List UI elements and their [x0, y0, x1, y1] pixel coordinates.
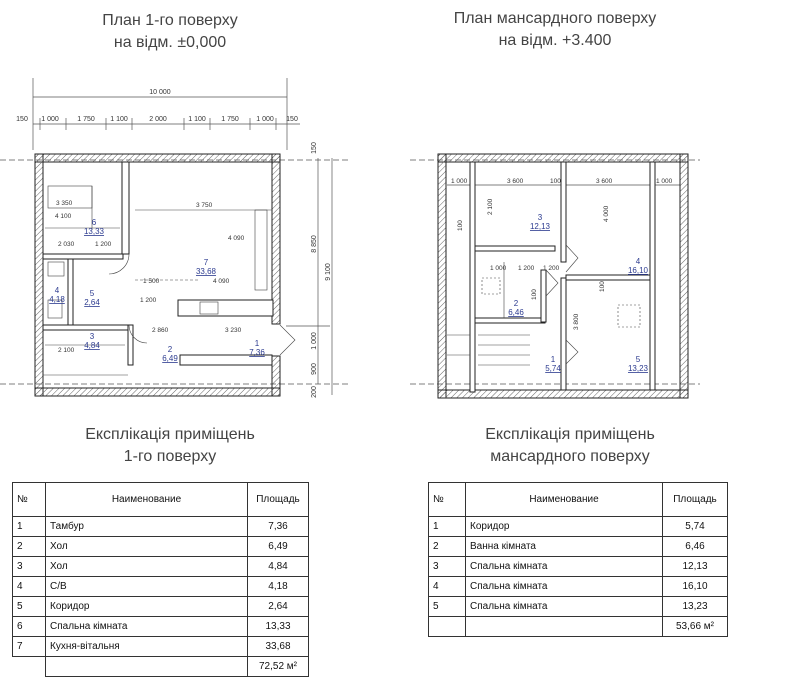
ground-room-2-number: 2	[167, 345, 173, 354]
attic-dim-14: 100	[531, 289, 538, 300]
ground-dim-chain-7: 1 750	[221, 116, 239, 123]
row-area: 6,49	[248, 537, 309, 557]
attic-plan-title-line2: на відм. +3.400	[498, 32, 612, 49]
ground-dim-chain-1: 150	[16, 116, 28, 123]
row-no: 5	[13, 597, 46, 617]
attic-room-5-number: 5	[635, 355, 641, 364]
ground-explication-table	[12, 482, 309, 677]
table-row	[13, 517, 309, 537]
ground-dim-inner-1: 3 350	[56, 200, 73, 207]
ground-room-6-number: 6	[91, 218, 97, 227]
row-area: 6,46	[663, 537, 728, 557]
attic-dim-8: 2 100	[487, 198, 494, 215]
row-name: Спальна кімната	[466, 557, 663, 577]
ground-dim-chain-6: 1 100	[188, 116, 206, 123]
attic-dim-1: 1 000	[451, 178, 468, 185]
row-area: 2,64	[248, 597, 309, 617]
col-no-header: №	[13, 483, 46, 517]
row-area: 4,84	[248, 557, 309, 577]
row-name: Спальна кімната	[466, 597, 663, 617]
row-no: 5	[429, 597, 466, 617]
row-no: 2	[429, 537, 466, 557]
ground-dim-right-6: 200	[311, 386, 318, 398]
ground-floor-plan	[0, 78, 350, 398]
row-name: Коридор	[466, 517, 663, 537]
table-total-row	[429, 617, 728, 637]
row-no: 2	[13, 537, 46, 557]
table-row	[13, 617, 309, 637]
attic-explication-title	[430, 424, 710, 468]
ground-room-3-area: 4,84	[84, 341, 100, 350]
attic-room-4-number: 4	[635, 257, 641, 266]
ground-room-4-area: 4,18	[49, 295, 65, 304]
ground-dim-right-5: 900	[311, 363, 318, 375]
ground-dim-inner-11: 3 750	[196, 202, 213, 209]
ground-dim-inner-8: 2 100	[58, 347, 75, 354]
attic-room-5-area: 13,23	[627, 364, 649, 373]
ground-explication-title	[40, 424, 300, 468]
attic-room-1-number: 1	[550, 355, 556, 364]
attic-room-1-area: 5,74	[545, 364, 561, 373]
attic-dim-12: 100	[599, 281, 606, 292]
attic-dim-13: 100	[457, 220, 464, 231]
ground-explication-title-line1: Експлікація приміщень	[85, 426, 255, 443]
row-area: 13,23	[663, 597, 728, 617]
table-row	[13, 597, 309, 617]
ground-room-5-area: 2,64	[84, 298, 100, 307]
table-row	[429, 517, 728, 537]
ground-plan-title-line2: на відм. ±0,000	[113, 34, 227, 51]
ground-dim-chain-3: 1 750	[77, 116, 95, 123]
attic-explication-table	[428, 482, 728, 637]
row-area: 13,33	[248, 617, 309, 637]
attic-plan-title-line1: План мансардного поверху	[453, 10, 657, 27]
attic-floor-plan	[410, 154, 700, 398]
attic-room-4-area: 16,10	[627, 266, 649, 275]
attic-dim-3: 100	[550, 178, 561, 185]
ground-dim-inner-9: 1 200	[140, 297, 157, 304]
ground-dim-overall: 10 000	[149, 89, 171, 96]
attic-dim-4: 3 600	[596, 178, 613, 185]
table-row	[13, 637, 309, 657]
row-no: 6	[13, 617, 46, 637]
col-name-header: Наименование	[46, 483, 248, 517]
row-no: 4	[13, 577, 46, 597]
row-area: 7,36	[248, 517, 309, 537]
ground-room-5-number: 5	[89, 289, 95, 298]
table-row	[429, 597, 728, 617]
row-area: 5,74	[663, 517, 728, 537]
ground-dim-inner-3: 1 200	[95, 241, 112, 248]
row-area: 16,10	[663, 577, 728, 597]
ground-room-6-area: 13,33	[83, 227, 105, 236]
ground-room-7-area: 33,68	[195, 267, 217, 276]
attic-dim-11: 3 800	[573, 313, 580, 330]
ground-dim-inner-4: 1 500	[143, 278, 160, 285]
col-area-header: Площадь	[248, 483, 309, 517]
row-name: Хол	[46, 557, 248, 577]
row-area: 33,68	[248, 637, 309, 657]
attic-interior-walls	[470, 162, 655, 392]
ground-plan-title-line1: План 1-го поверху	[102, 12, 238, 29]
ground-dim-inner-2: 2 030	[58, 241, 75, 248]
attic-dim-7: 4 000	[603, 205, 610, 222]
row-name: Коридор	[46, 597, 248, 617]
attic-dimension-lines	[410, 160, 700, 384]
table-total-row	[13, 657, 309, 677]
table-row	[429, 537, 728, 557]
row-area: 4,18	[248, 577, 309, 597]
col-no-header: №	[429, 483, 466, 517]
ground-dim-inner-5: 4 090	[213, 278, 230, 285]
row-name: Спальна кімната	[466, 577, 663, 597]
row-name: Кухня-вітальня	[46, 637, 248, 657]
attic-total-area: 53,66 м²	[663, 617, 728, 637]
ground-room-2-area: 6,49	[162, 354, 178, 363]
ground-explication-title-line2: 1-го поверху	[123, 448, 217, 465]
ground-total-area: 72,52 м²	[248, 657, 309, 677]
row-no: 1	[13, 517, 46, 537]
ground-room-3-number: 3	[89, 332, 95, 341]
col-name-header: Наименование	[466, 483, 663, 517]
attic-dim-10: 1 200	[543, 265, 560, 272]
row-name: Хол	[46, 537, 248, 557]
ground-dim-right-4: 1 000	[311, 332, 318, 350]
attic-dim-6: 1 000	[490, 265, 507, 272]
table-row	[13, 557, 309, 577]
ground-dim-inner-7: 2 860	[152, 327, 169, 334]
row-area: 12,13	[663, 557, 728, 577]
table-row	[429, 557, 728, 577]
ground-dim-right-3: 9 100	[325, 263, 332, 281]
col-area-header: Площадь	[663, 483, 728, 517]
table-row	[429, 577, 728, 597]
row-no: 1	[429, 517, 466, 537]
attic-dim-9: 1 200	[518, 265, 535, 272]
row-name: С/В	[46, 577, 248, 597]
ground-dim-chain-5: 2 000	[149, 116, 167, 123]
row-no: 3	[13, 557, 46, 577]
attic-explication-title-line1: Експлікація приміщень	[485, 426, 655, 443]
attic-room-2-number: 2	[513, 299, 519, 308]
ground-dim-chain-8: 1 000	[256, 116, 274, 123]
table-header	[13, 483, 309, 517]
row-name: Спальна кімната	[46, 617, 248, 637]
ground-dim-inner-6: 3 230	[225, 327, 242, 334]
ground-room-1-area: 7,36	[249, 348, 265, 357]
table-header	[429, 483, 728, 517]
attic-room-3-number: 3	[537, 213, 543, 222]
row-name: Ванна кімната	[466, 537, 663, 557]
ground-interior-walls	[43, 162, 273, 365]
ground-dim-inner-12: 4 090	[228, 235, 245, 242]
row-no: 4	[429, 577, 466, 597]
ground-dimension-lines	[0, 78, 350, 395]
ground-room-7-number: 7	[203, 258, 209, 267]
attic-dim-2: 3 600	[507, 178, 524, 185]
ground-dim-right-1: 150	[311, 142, 318, 154]
attic-room-2-area: 6,46	[508, 308, 524, 317]
ground-dim-chain-9: 150	[286, 116, 298, 123]
row-no: 3	[429, 557, 466, 577]
ground-dim-chain-2: 1 000	[41, 116, 59, 123]
row-no: 7	[13, 637, 46, 657]
ground-dim-right-2: 8 850	[311, 235, 318, 253]
attic-room-3-area: 12,13	[529, 222, 551, 231]
table-row	[13, 577, 309, 597]
ground-room-1-number: 1	[254, 339, 260, 348]
row-name: Тамбур	[46, 517, 248, 537]
ground-room-4-number: 4	[54, 286, 60, 295]
attic-dim-5: 1 000	[656, 178, 673, 185]
ground-dim-chain-4: 1 100	[110, 116, 128, 123]
table-row	[13, 537, 309, 557]
ground-dim-inner-10: 4 100	[55, 213, 72, 220]
attic-explication-title-line2: мансардного поверху	[490, 448, 650, 465]
